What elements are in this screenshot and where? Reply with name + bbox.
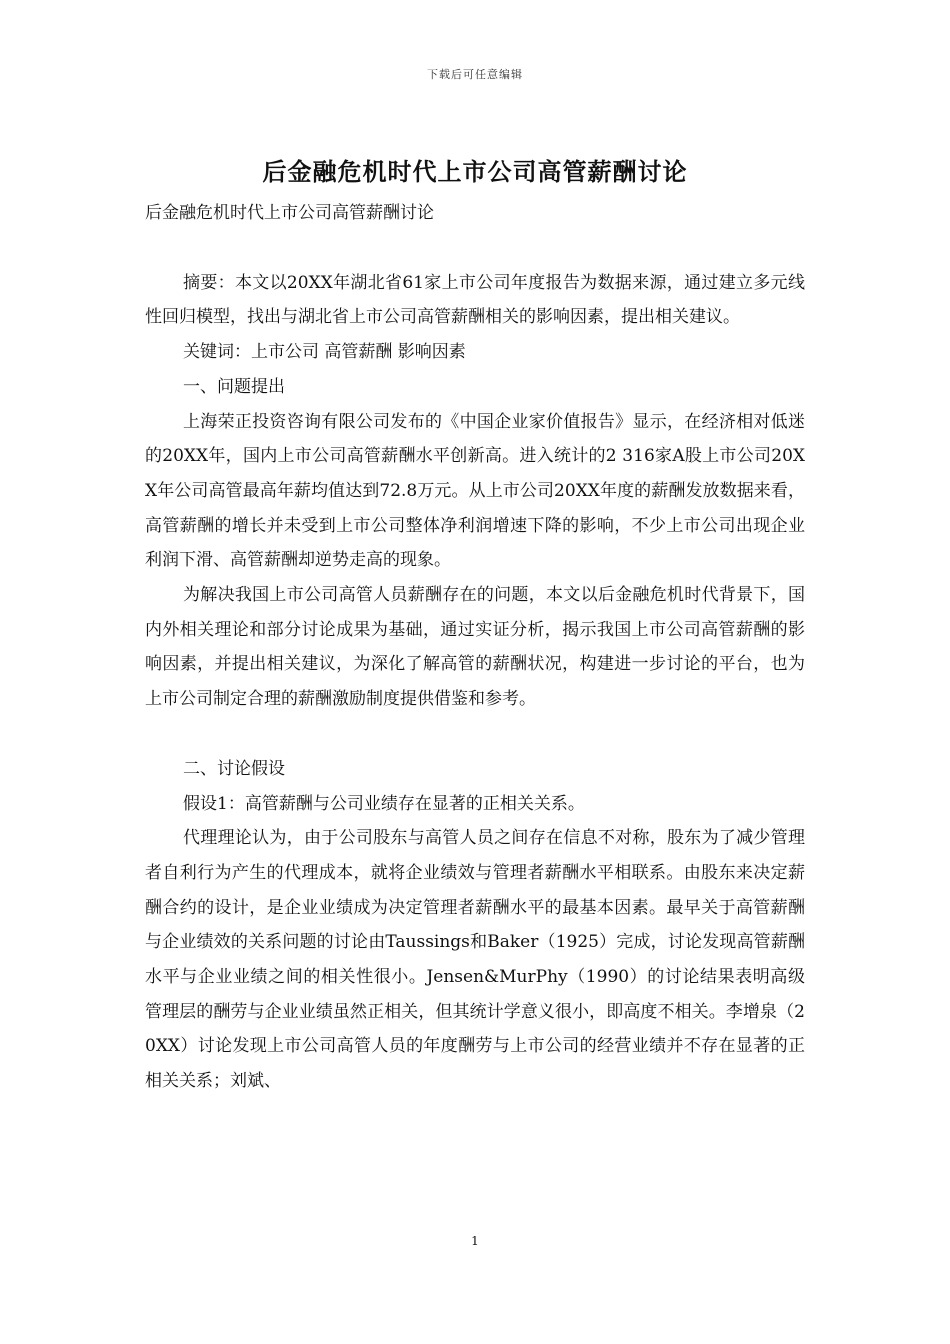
abstract-paragraph: 摘要：本文以20XX年湖北省61家上市公司年度报告为数据来源，通过建立多元线性回归模型，找出与湖北省上市公司高管薪酬相关的影响因素，提出相关建议。: [145, 272, 805, 328]
section-heading-1: 一、问题提出: [183, 376, 285, 397]
blank-line: [145, 231, 805, 266]
body-paragraph-3: 代理理论认为，由于公司股东与高管人员之间存在信息不对称，股东为了减少管理者自利行为产生的代理成本，就将企业绩效与管理者薪酬水平相联系。由股东来决定薪酬合约的设计，是企业业绩成为决定管理者薪酬水平的最基本因素。最早关于高管薪酬与企业绩效的关系问题的讨论由Taussings和Baker（1925）完成，讨论发现高管薪酬水平与企业业绩之间的相关性很小。Jensen&MurPhy（1990）的讨论结果表明高级管理层的酬劳与企业业绩虽然正相关，但其统计学意义很小，即高度不相关。李增泉（20XX）讨论发现上市公司高管人员的年度酬劳与上市公司的经营业绩并不存在显著的正相关关系；刘斌、: [145, 828, 805, 1092]
keywords-line: 关键词：上市公司 高管薪酬 影响因素: [183, 342, 466, 363]
page-number: 1: [471, 1234, 479, 1248]
section-heading-2: 二、讨论假设: [183, 758, 285, 779]
header-note: 下载后可任意编辑: [427, 68, 523, 81]
document-title: 后金融危机时代上市公司高管薪酬讨论: [262, 157, 688, 186]
blank-line: [145, 717, 805, 752]
subtitle-line: 后金融危机时代上市公司高管薪酬讨论: [145, 203, 434, 223]
body-paragraph-1: 上海荣正投资咨询有限公司发布的《中国企业家价值报告》显示，在经济相对低迷的20XX年，国内上市公司高管薪酬水平创新高。进入统计的2 316家A股上市公司20XX年公司高管最高年薪均值达到72.8万元。从上市公司20XX年度的薪酬发放数据来看，高管薪酬的增长并未受到上市公司整体净利润增速下降的影响，不少上市公司出现企业利润下滑、高管薪酬却逆势走高的现象。: [145, 411, 805, 571]
body-paragraph-2: 为解决我国上市公司高管人员薪酬存在的问题，本文以后金融危机时代背景下，国内外相关理论和部分讨论成果为基础，通过实证分析，揭示我国上市公司高管薪酬的影响因素，并提出相关建议，为深化了解高管的薪酬状况，构建进一步讨论的平台，也为上市公司制定合理的薪酬激励制度提供借鉴和参考。: [145, 585, 805, 710]
document-body: [145, 196, 805, 1099]
hypothesis-1: 假设1：高管薪酬与公司业绩存在显著的正相关关系。: [183, 793, 585, 814]
